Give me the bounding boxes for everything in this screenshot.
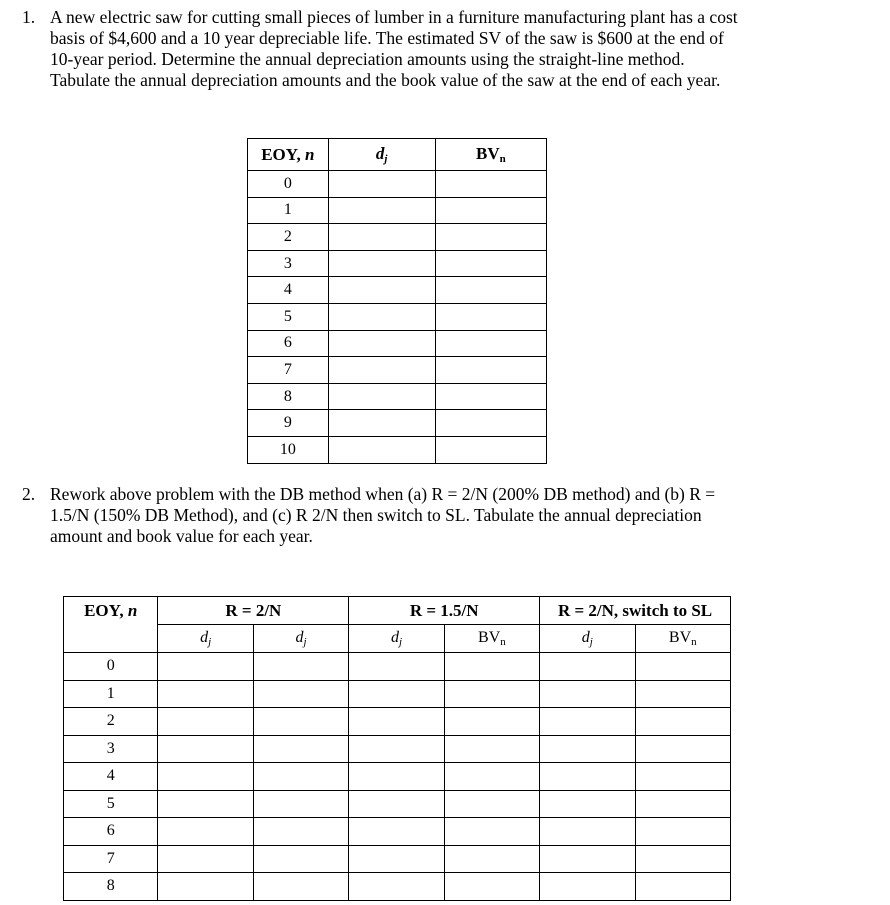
value-cell[interactable] bbox=[635, 818, 730, 846]
value-cell[interactable] bbox=[158, 845, 253, 873]
problem-1-number: 1. bbox=[22, 7, 36, 27]
value-cell[interactable] bbox=[444, 790, 539, 818]
value-cell[interactable] bbox=[253, 790, 348, 818]
value-cell[interactable] bbox=[444, 818, 539, 846]
dj-cell[interactable] bbox=[328, 410, 435, 437]
dj-sub: j bbox=[303, 636, 307, 648]
value-cell[interactable] bbox=[158, 680, 253, 708]
value-cell[interactable] bbox=[635, 845, 730, 873]
eoy-header bbox=[248, 139, 329, 171]
value-cell[interactable] bbox=[444, 873, 539, 901]
value-cell[interactable] bbox=[444, 845, 539, 873]
value-cell[interactable] bbox=[158, 708, 253, 736]
straight-line-table bbox=[247, 138, 547, 464]
value-cell[interactable] bbox=[349, 763, 444, 791]
dj-cell[interactable] bbox=[328, 383, 435, 410]
eoy-cell: 0 bbox=[64, 653, 158, 681]
dj-cell[interactable] bbox=[328, 330, 435, 357]
group-a-header bbox=[158, 597, 349, 625]
value-cell[interactable] bbox=[349, 818, 444, 846]
table-sub-header-row bbox=[64, 625, 731, 653]
bv-label: BV bbox=[475, 144, 500, 163]
eoy-cell: 3 bbox=[248, 250, 329, 277]
table-row bbox=[64, 735, 731, 763]
value-cell[interactable] bbox=[253, 845, 348, 873]
table-row bbox=[248, 197, 547, 224]
eoy-cell: 5 bbox=[248, 303, 329, 330]
value-cell[interactable] bbox=[349, 790, 444, 818]
value-cell[interactable] bbox=[444, 708, 539, 736]
value-cell[interactable] bbox=[158, 873, 253, 901]
bv-cell[interactable] bbox=[435, 410, 546, 437]
value-cell[interactable] bbox=[349, 680, 444, 708]
dj-sub: j bbox=[384, 153, 388, 165]
table-row bbox=[248, 330, 547, 357]
dj-cell[interactable] bbox=[328, 250, 435, 277]
table-row bbox=[64, 763, 731, 791]
table-row bbox=[248, 277, 547, 304]
table-row bbox=[248, 171, 547, 198]
table-row bbox=[64, 790, 731, 818]
table-row bbox=[64, 873, 731, 901]
eoy-var: n bbox=[304, 144, 315, 164]
dj-label: d bbox=[295, 629, 304, 646]
value-cell[interactable] bbox=[349, 708, 444, 736]
group-c-header bbox=[540, 597, 731, 625]
dj-sub: j bbox=[208, 636, 212, 648]
bv-cell[interactable] bbox=[435, 330, 546, 357]
group-a-dj-header bbox=[158, 625, 253, 653]
eoy-header bbox=[64, 597, 158, 625]
value-cell[interactable] bbox=[635, 790, 730, 818]
eoy-cell: 8 bbox=[248, 383, 329, 410]
bv-cell[interactable] bbox=[435, 383, 546, 410]
value-cell[interactable] bbox=[349, 735, 444, 763]
value-cell[interactable] bbox=[253, 735, 348, 763]
bv-cell[interactable] bbox=[435, 436, 546, 463]
eoy-cell: 8 bbox=[64, 873, 158, 901]
bv-cell[interactable] bbox=[435, 303, 546, 330]
table-row bbox=[248, 436, 547, 463]
table-row bbox=[64, 708, 731, 736]
table-row bbox=[64, 653, 731, 681]
bv-label: BV bbox=[478, 629, 501, 646]
dj-sub: j bbox=[589, 636, 593, 648]
value-cell[interactable] bbox=[540, 680, 635, 708]
value-cell[interactable] bbox=[540, 653, 635, 681]
group-b-dj-header bbox=[349, 625, 444, 653]
group-a-dj2-header bbox=[253, 625, 348, 653]
dj-label: d bbox=[390, 629, 399, 646]
bv-cell[interactable] bbox=[435, 197, 546, 224]
table-header-row bbox=[248, 139, 547, 171]
value-cell[interactable] bbox=[253, 653, 348, 681]
table-row bbox=[64, 680, 731, 708]
bv-sub: n bbox=[499, 153, 506, 165]
value-cell[interactable] bbox=[540, 845, 635, 873]
value-cell[interactable] bbox=[253, 763, 348, 791]
table-row bbox=[248, 357, 547, 384]
problem-2-text: Rework above problem with the DB method when (a) R = 2/N (200% DB method) and (b) R = 1.5/N (150% DB Method), and (c) R 2/N then switch to SL. Tabulate the annual depreciation amount and book value for each year. bbox=[50, 484, 716, 546]
eoy-cell: 7 bbox=[64, 845, 158, 873]
table-group-header-row bbox=[64, 597, 731, 625]
value-cell[interactable] bbox=[540, 735, 635, 763]
bv-sub: n bbox=[691, 636, 697, 648]
value-cell[interactable] bbox=[158, 763, 253, 791]
value-cell[interactable] bbox=[158, 735, 253, 763]
value-cell[interactable] bbox=[540, 873, 635, 901]
group-c-dj-header bbox=[540, 625, 635, 653]
eoy-cell: 1 bbox=[64, 680, 158, 708]
dj-cell[interactable] bbox=[328, 357, 435, 384]
eoy-cell: 3 bbox=[64, 735, 158, 763]
bv-cell[interactable] bbox=[435, 277, 546, 304]
value-cell[interactable] bbox=[349, 845, 444, 873]
value-cell[interactable] bbox=[635, 735, 730, 763]
eoy-cell: 2 bbox=[64, 708, 158, 736]
eoy-cell: 1 bbox=[248, 197, 329, 224]
value-cell[interactable] bbox=[349, 653, 444, 681]
dj-label: d bbox=[581, 629, 590, 646]
value-cell[interactable] bbox=[444, 653, 539, 681]
dj-sub: j bbox=[398, 636, 402, 648]
value-cell[interactable] bbox=[635, 763, 730, 791]
eoy-cell: 9 bbox=[248, 410, 329, 437]
bv-cell[interactable] bbox=[435, 357, 546, 384]
eoy-subheader-blank bbox=[64, 625, 158, 653]
value-cell[interactable] bbox=[253, 818, 348, 846]
value-cell[interactable] bbox=[253, 680, 348, 708]
value-cell[interactable] bbox=[253, 873, 348, 901]
eoy-cell: 6 bbox=[248, 330, 329, 357]
bv-label: BV bbox=[668, 629, 692, 646]
value-cell[interactable] bbox=[444, 763, 539, 791]
value-cell[interactable] bbox=[253, 708, 348, 736]
bv-cell[interactable] bbox=[435, 224, 546, 251]
dj-cell[interactable] bbox=[328, 224, 435, 251]
bv-cell[interactable] bbox=[435, 171, 546, 198]
dj-label: d bbox=[200, 629, 209, 646]
eoy-cell: 7 bbox=[248, 357, 329, 384]
bv-sub: n bbox=[500, 636, 506, 648]
eoy-cell: 4 bbox=[64, 763, 158, 791]
problem-2-number: 2. bbox=[22, 484, 36, 504]
group-b-bv-header bbox=[444, 625, 539, 653]
value-cell[interactable] bbox=[540, 818, 635, 846]
dj-cell[interactable] bbox=[328, 171, 435, 198]
eoy-cell: 2 bbox=[248, 224, 329, 251]
value-cell[interactable] bbox=[158, 653, 253, 681]
value-cell[interactable] bbox=[444, 735, 539, 763]
eoy-cell: 10 bbox=[248, 436, 329, 463]
value-cell[interactable] bbox=[158, 790, 253, 818]
problem-1-text: A new electric saw for cutting small pieces of lumber in a furniture manufacturing plant has a cost basis of $4,600 and a 10 year depreciable life. The estimated SV of the saw is $600 at the end of 10-year period. Determine the annual depreciation amounts using the straight-line method. Tabulate the annual depreciation amounts and the book value of the saw at the end of each year. bbox=[50, 7, 738, 90]
eoy-label: EOY, bbox=[261, 144, 301, 164]
eoy-var: n bbox=[127, 600, 138, 620]
value-cell[interactable] bbox=[635, 653, 730, 681]
dj-cell[interactable] bbox=[328, 197, 435, 224]
bv-cell[interactable] bbox=[435, 250, 546, 277]
value-cell[interactable] bbox=[540, 708, 635, 736]
dj-cell[interactable] bbox=[328, 303, 435, 330]
table-row bbox=[64, 845, 731, 873]
bv-header bbox=[435, 139, 546, 171]
eoy-cell: 4 bbox=[248, 277, 329, 304]
eoy-cell: 0 bbox=[248, 171, 329, 198]
eoy-label: EOY, bbox=[84, 600, 124, 620]
dj-cell[interactable] bbox=[328, 436, 435, 463]
eoy-cell: 6 bbox=[64, 818, 158, 846]
value-cell[interactable] bbox=[158, 818, 253, 846]
declining-balance-table bbox=[63, 596, 731, 901]
dj-cell[interactable] bbox=[328, 277, 435, 304]
group-c-label: R = 2/N, switch to SL bbox=[557, 600, 713, 620]
value-cell[interactable] bbox=[635, 680, 730, 708]
table-row bbox=[248, 224, 547, 251]
table-row bbox=[248, 250, 547, 277]
dj-header bbox=[328, 139, 435, 171]
table-row bbox=[248, 303, 547, 330]
table-row bbox=[248, 410, 547, 437]
dj-label: d bbox=[375, 144, 385, 163]
value-cell[interactable] bbox=[540, 790, 635, 818]
eoy-cell: 5 bbox=[64, 790, 158, 818]
value-cell[interactable] bbox=[349, 873, 444, 901]
group-a-label: R = 2/N bbox=[225, 600, 282, 620]
group-b-header bbox=[349, 597, 540, 625]
table-row bbox=[64, 818, 731, 846]
value-cell[interactable] bbox=[635, 708, 730, 736]
value-cell[interactable] bbox=[540, 763, 635, 791]
table-row bbox=[248, 383, 547, 410]
group-c-bv-header bbox=[635, 625, 730, 653]
group-b-label: R = 1.5/N bbox=[409, 600, 479, 620]
value-cell[interactable] bbox=[635, 873, 730, 901]
value-cell[interactable] bbox=[444, 680, 539, 708]
